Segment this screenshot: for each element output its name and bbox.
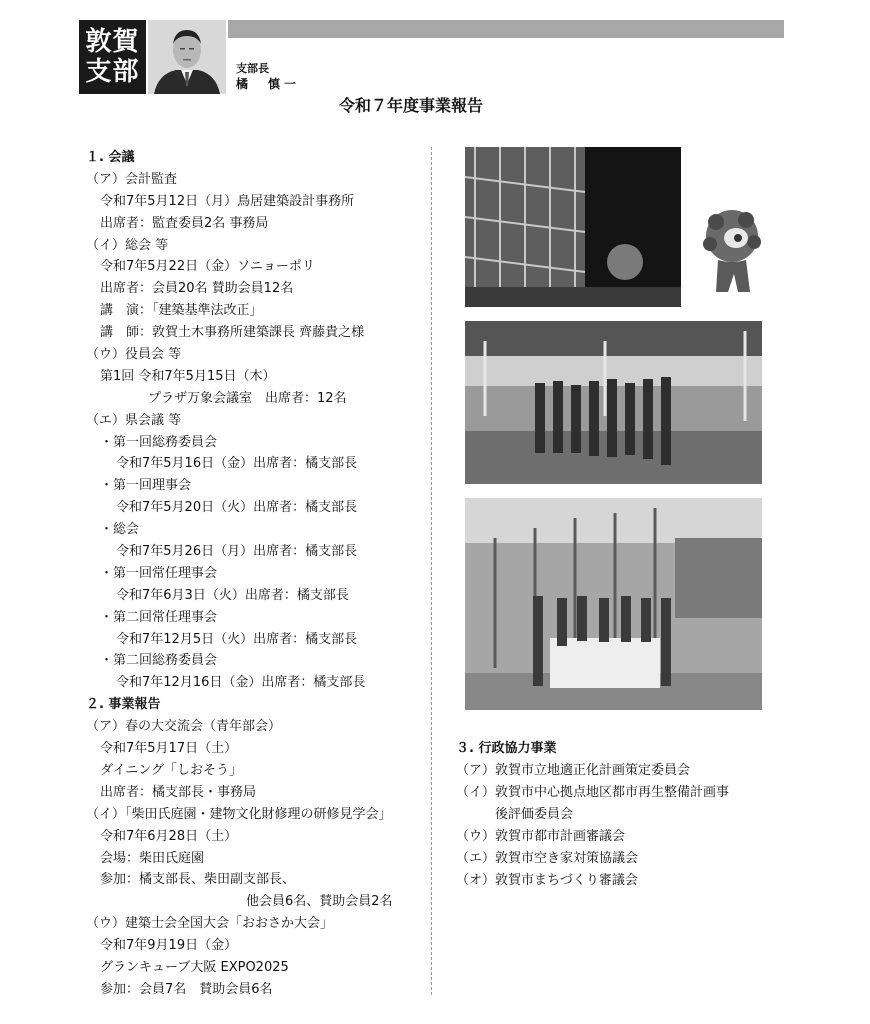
header-bar [228, 20, 784, 38]
report-line: 他会員6名、賛助会員2名 [246, 894, 393, 910]
report-line: グランキューブ大阪 EXPO2025 [100, 959, 289, 975]
branch-name-line2: 支部 [85, 57, 140, 87]
report-line: 講 演：「建築基準法改正」 [100, 303, 263, 319]
chief-role: 支部長 [236, 62, 269, 75]
section-heading: １. 会議 [86, 150, 135, 165]
section-heading: ３. 行政協力事業 [456, 741, 557, 756]
list-item: （オ）敦賀市まちづくり審議会 [456, 873, 638, 888]
list-item: （ア）敦賀市立地適正化計画策定委員会 [456, 763, 691, 778]
list-item: （ウ）敦賀市都市計画審議会 [456, 829, 626, 844]
report-line: （ウ）役員会 等 [86, 347, 182, 363]
chief-portrait [148, 20, 226, 94]
report-line: 令和7年5月26日（月）出席者：橘支部長 [116, 544, 358, 560]
left-column [86, 147, 426, 1001]
report-line: （イ）「柴田氏庭園・建物文化財修理の研修見学会」 [86, 806, 392, 822]
list-item: （エ）敦賀市空き家対策協議会 [456, 851, 639, 866]
photo-expo-night [465, 147, 681, 307]
report-line: （イ）総会 等 [86, 237, 169, 253]
report-line: （ウ）建築士会全国大会「おおさか大会」 [86, 916, 334, 932]
photo-mascot [688, 200, 776, 300]
report-line: （ア）春の大交流会（青年部会） [86, 719, 282, 735]
report-line: ・総会 [100, 522, 140, 538]
report-line: ・第二回常任理事会 [100, 609, 218, 625]
photo-group-convention [465, 498, 762, 710]
report-line: （ア）会計監査 [86, 171, 178, 187]
report-line: 出席者：会員20名 賛助会員12名 [100, 281, 294, 297]
report-line: 参加：会員7名 賛助会員6名 [100, 981, 273, 997]
report-line: プラザ万象会議室 出席者：12名 [148, 390, 347, 406]
report-line: 参加：橘支部長、柴田副支部長、 [100, 872, 296, 888]
report-line: 会場：柴田氏庭園 [100, 850, 205, 866]
report-line: 令和7年5月17日（土） [100, 741, 238, 757]
branch-badge [79, 20, 146, 94]
report-line: 令和7年5月16日（金）出席者：橘支部長 [116, 456, 358, 472]
report-line: 令和7年12月16日（金）出席者：橘支部長 [116, 675, 366, 691]
column-divider [431, 147, 432, 995]
report-line: 出席者：監査委員2名 事務局 [100, 215, 269, 231]
list-item: 後評価委員会 [456, 807, 574, 822]
report-line: ・第一回総務委員会 [100, 434, 218, 450]
report-line: （エ）県会議 等 [86, 412, 182, 428]
section-heading: ２. 事業報告 [86, 697, 161, 713]
list-item: （イ）敦賀市中心拠点地区都市再生整備計画事 [456, 785, 730, 800]
photo-group-plaza [465, 321, 762, 484]
report-line: ・第二回総務委員会 [100, 653, 218, 669]
section-admin-cooperation [456, 738, 786, 892]
chief-name: 橘 慎一 [236, 77, 301, 91]
report-line: ダイニング「しおそう」 [100, 762, 242, 778]
report-line: 出席者：橘支部長・事務局 [100, 784, 257, 800]
report-line: 令和7年5月22日（金）ソニョーポリ [100, 259, 315, 275]
branch-name-line1: 敦賀 [85, 27, 140, 57]
report-line: 令和7年6月28日（土） [100, 828, 238, 844]
report-line: 令和7年12月5日（火）出席者：橘支部長 [116, 631, 358, 647]
report-line: ・第一回理事会 [100, 478, 192, 494]
report-line: 令和7年5月20日（火）出席者：橘支部長 [116, 500, 358, 516]
report-line: 令和7年9月19日（金） [100, 938, 238, 954]
report-line: 第1回 令和7年5月15日（木） [100, 368, 276, 384]
report-line: 講 師：敦賀土木事務所建築課長 齊藤貴之様 [100, 325, 365, 341]
report-line: 令和7年5月12日（月）鳥居建築設計事務所 [100, 193, 355, 209]
page-title: 令和７年度事業報告 [339, 96, 484, 115]
report-line: ・第一回常任理事会 [100, 565, 218, 581]
report-line: 令和7年6月3日（火）出席者：橘支部長 [116, 587, 349, 603]
